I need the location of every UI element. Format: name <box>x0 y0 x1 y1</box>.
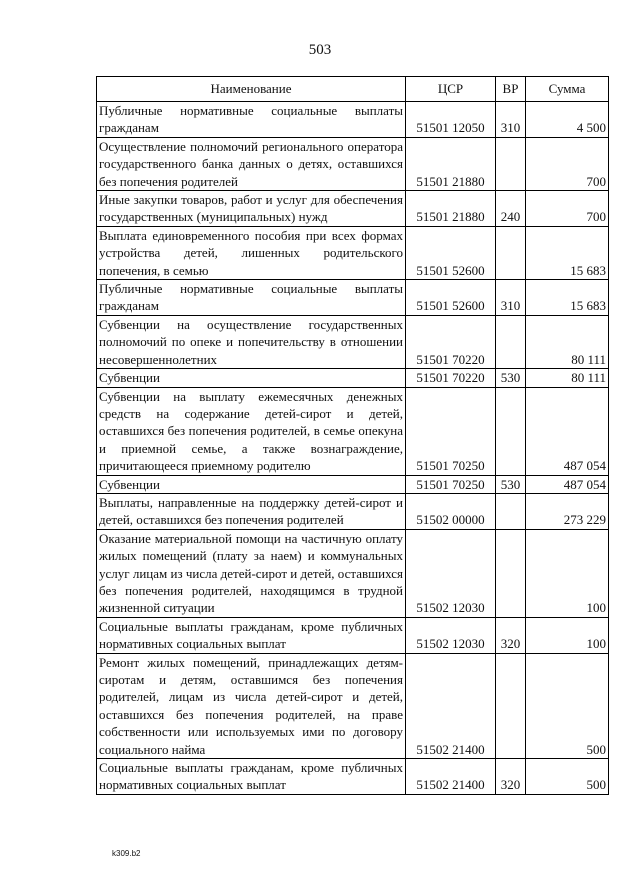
footer-code: k309.b2 <box>112 849 141 858</box>
row-csr: 51501 70250 <box>406 475 496 493</box>
row-name: Осуществление полномочий регионального оператора государственного банка данных о детях, оставшихся без попечения родителей <box>97 137 406 190</box>
row-vr <box>496 653 526 758</box>
row-sum: 700 <box>526 137 609 190</box>
row-sum: 15 683 <box>526 226 609 279</box>
row-vr <box>496 493 526 529</box>
table-row <box>97 315 609 368</box>
row-sum: 700 <box>526 191 609 227</box>
row-sum: 4 500 <box>526 102 609 138</box>
row-vr <box>496 529 526 617</box>
row-sum: 487 054 <box>526 387 609 475</box>
row-csr: 51501 52600 <box>406 280 496 316</box>
row-name: Выплаты, направленные на поддержку детей-сирот и детей, оставшихся без попечения родителей <box>97 493 406 529</box>
row-csr: 51502 21400 <box>406 759 496 795</box>
row-name: Выплата единовременного пособия при всех формах устройства детей, лишенных родительского попечения, в семью <box>97 226 406 279</box>
table-row <box>97 226 609 279</box>
row-csr: 51502 12030 <box>406 617 496 653</box>
table-body <box>97 102 609 795</box>
table-row <box>97 280 609 316</box>
table-row <box>97 493 609 529</box>
row-vr: 320 <box>496 617 526 653</box>
row-sum: 487 054 <box>526 475 609 493</box>
table-row <box>97 369 609 387</box>
table-row <box>97 653 609 758</box>
row-name: Субвенции на осуществление государственных полномочий по опеке и попечительству в отношении несовершеннолетних <box>97 315 406 368</box>
row-name: Субвенции <box>97 369 406 387</box>
row-vr: 320 <box>496 759 526 795</box>
table-row <box>97 759 609 795</box>
row-vr: 310 <box>496 280 526 316</box>
row-vr <box>496 387 526 475</box>
row-sum: 500 <box>526 759 609 795</box>
row-csr: 51501 70250 <box>406 387 496 475</box>
row-name: Оказание материальной помощи на частичную оплату жилых помещений (плату за наем) и коммунальных услуг лицам из числа детей-сирот и детей, оставшихся без попечения родителей, находящимся в трудной жизненной ситуации <box>97 529 406 617</box>
row-vr: 310 <box>496 102 526 138</box>
table-row <box>97 475 609 493</box>
row-csr: 51501 52600 <box>406 226 496 279</box>
table-row <box>97 137 609 190</box>
row-sum: 100 <box>526 617 609 653</box>
row-csr: 51501 70220 <box>406 369 496 387</box>
table-header <box>97 77 609 102</box>
row-sum: 80 111 <box>526 315 609 368</box>
row-name: Социальные выплаты гражданам, кроме публичных нормативных социальных выплат <box>97 617 406 653</box>
row-vr: 530 <box>496 475 526 493</box>
row-vr: 240 <box>496 191 526 227</box>
row-sum: 273 229 <box>526 493 609 529</box>
row-name: Публичные нормативные социальные выплаты гражданам <box>97 280 406 316</box>
row-sum: 500 <box>526 653 609 758</box>
row-csr: 51502 00000 <box>406 493 496 529</box>
row-name: Социальные выплаты гражданам, кроме публичных нормативных социальных выплат <box>97 759 406 795</box>
row-name: Субвенции <box>97 475 406 493</box>
row-name: Субвенции на выплату ежемесячных денежных средств на содержание детей-сирот и детей, оставшихся без попечения родителей, в семье опекуна и приемной семье, а также вознаграждение, причитающееся приемному родителю <box>97 387 406 475</box>
row-sum: 80 111 <box>526 369 609 387</box>
row-name: Иные закупки товаров, работ и услуг для обеспечения государственных (муниципальных) нужд <box>97 191 406 227</box>
row-csr: 51501 21880 <box>406 137 496 190</box>
header-csr: ЦСР <box>406 77 496 102</box>
budget-table <box>96 76 609 795</box>
row-vr <box>496 226 526 279</box>
table-row <box>97 191 609 227</box>
table-row <box>97 387 609 475</box>
header-name: Наименование <box>97 77 406 102</box>
page-number: 503 <box>308 42 332 58</box>
row-name: Публичные нормативные социальные выплаты гражданам <box>97 102 406 138</box>
row-sum: 15 683 <box>526 280 609 316</box>
row-csr: 51501 70220 <box>406 315 496 368</box>
row-sum: 100 <box>526 529 609 617</box>
row-name: Ремонт жилых помещений, принадлежащих детям-сиротам и детям, оставшимся без попечения родителей, лицам из числа детей-сирот и детей, оставшихся без попечения родителей, на праве собственности или используемых ими по договору социального найма <box>97 653 406 758</box>
header-sum: Сумма <box>526 77 609 102</box>
row-csr: 51502 21400 <box>406 653 496 758</box>
row-vr <box>496 315 526 368</box>
row-csr: 51501 21880 <box>406 191 496 227</box>
header-vr: ВР <box>496 77 526 102</box>
row-csr: 51501 12050 <box>406 102 496 138</box>
row-csr: 51502 12030 <box>406 529 496 617</box>
table-row <box>97 102 609 138</box>
table-row <box>97 617 609 653</box>
table-row <box>97 529 609 617</box>
row-vr <box>496 137 526 190</box>
header-row <box>97 77 609 102</box>
row-vr: 530 <box>496 369 526 387</box>
